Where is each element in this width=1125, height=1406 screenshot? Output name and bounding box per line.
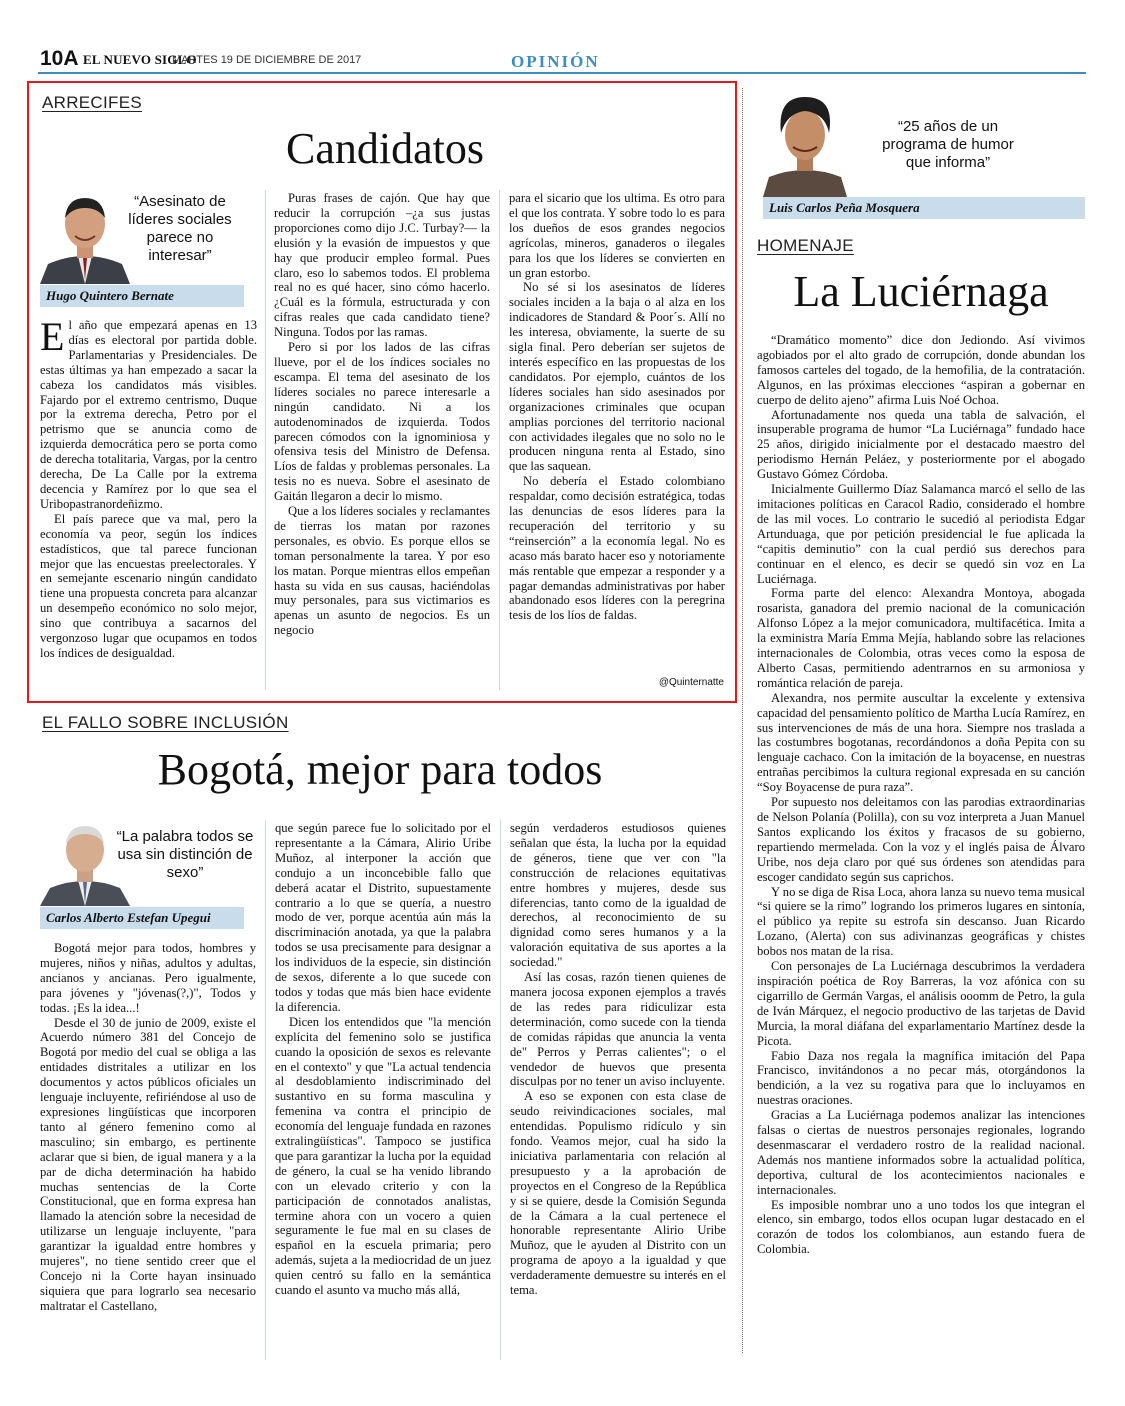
- paragraph: Así las cosas, razón tienen quienes de manera jocosa exponen ejemplos a través de las redes para ridiculizar esta determinación, como sucede con la tienda de comidas rápidas que anuncia la venta de" Perros y Perras calientes"; o el vendedor de huevos que presenta disculpas por no tener un aviso incluyente.: [510, 970, 726, 1089]
- paragraph: Por supuesto nos deleitamos con las parodias extraordinarias de Nelson Polanía (Polilla), con su voz interpreta a Juan Manuel Santos explicando los éxitos y fracasos de su gobierno, repartiendo mermelada. Con la voz y el inglés paisa de Álvaro Uribe, nos deja claro por qué sus órdenes son atendidas para escoger candidato según sus caprichos.: [757, 795, 1085, 884]
- kicker-arrecifes: ARRECIFES: [42, 93, 142, 112]
- byline-estefan: Carlos Alberto Estefan Upegui: [40, 907, 244, 929]
- kicker-fallo: EL FALLO SOBRE INCLUSIÓN: [42, 713, 289, 732]
- column-divider: [265, 820, 266, 1360]
- pull-quote-luciernaga: “25 años de un programa de humor que informa”: [882, 118, 1014, 171]
- drop-cap: E: [40, 314, 65, 359]
- twitter-handle: @Quinternatte: [658, 677, 724, 688]
- paragraph: No sé si los asesinatos de líderes sociales inciden a la baja o al alza en los indicadores de Standard & Poor´s. Allí no les interesa, obviamente, la suerte de su sigla final. Pero deberían ser sujetos de interés específico en las propuestas de los candidatos. Por ejemplo, cuántos de los líderes sociales han sido asesinados por organizaciones criminales que ocupan amplias porciones del territorio nacional con actividades ilegales que no solo no le producen ninguna renta al Estado, sino que las saquean.: [509, 280, 725, 474]
- dateline: MARTES 19 DE DICIEMBRE DE 2017: [172, 54, 362, 66]
- paragraph: Bogotá mejor para todos, hombres y mujeres, niños y niñas, adultos y adultas, ancianos y ancianas. Pero igualmente, para jóvenes y "jóvenas(?,)", Todos y todas. ¡Es la idea...!: [40, 941, 256, 1015]
- headline-candidatos: Candidatos: [286, 124, 484, 173]
- paragraph: El país parece que va mal, pero la economía va peor, según los índices estadísticos, que tal parece funcionan mejor que las encuestas preelectorales. Y en semejante escenario ningún candidato tiene una propuesta concreta para alcanzar un desempeño económico no solo mejor, sino que contribuya a sacarnos del vergonzoso lugar que ocupamos en todos los índices de desigualdad.: [40, 511, 257, 660]
- column-candidatos-1: [40, 314, 257, 661]
- section-label: OPINIÓN: [511, 52, 600, 71]
- author-photo-quintero: [40, 190, 130, 284]
- paragraph: Fabio Daza nos regala la magnífica imitación del Papa Francisco, invitándonos a no pecar más, otorgándonos la bendición, a la vez su rogativa para que lo incluyamos en nuestras oraciones.: [757, 1048, 1085, 1108]
- header-rule: [38, 72, 1086, 74]
- column-candidatos-3: [509, 191, 725, 623]
- column-divider: [265, 190, 266, 690]
- author-photo-pena: [763, 93, 847, 197]
- paragraph: Y no se diga de Risa Loca, ahora lanza su nuevo tema musical “si quiere se la rimo” logrando los primeros lugares en sintonía, el público ya repite su estrofa sin descanso. Juan Ricardo Lozano, (Alerta) con sus adivinanzas geográficas y chistes bobos nos matan de la risa.: [757, 884, 1085, 959]
- paragraph: No debería el Estado colombiano respaldar, como decisión estratégica, todas las denuncias de esos líderes para la recuperación del territorio y su “reinserción” a la economía legal. No es acaso más barato hacer eso y notoriamente más rentable que empezar a responder y a pagar demandas administrativas por haber abandonado esos líderes con la peregrina tesis de los líos de faldas.: [509, 474, 725, 623]
- paragraph: que según parece fue lo solicitado por el representante a la Cámara, Alirio Uribe Muñoz, al interponer la acción que condujo a un inconcebible fallo que deberá acatar el Distrito, supuestamente contrario a lo que se quería, a nuestro modo de ver, porque acentúa aún más la discriminación anotada, ya que la palabra todos se usa precisamente para designar a los individuos de la especie, sin distinción de sexos, diferente a lo que sucede con todos y todas que más bien hace evidente la diferencia.: [275, 821, 491, 1014]
- paragraph: l año que empezará apenas en 13 días es electoral por partida doble. Parlamentarias y Presidenciales. De estas últimas ya han empezado a sacar la cabeza los candidatos más visibles. Fajardo por el extremo centrismo, Duque por la extrema derecha, Petro por el petrismo que se anuncia como de izquierda democrática pero se porta como de derecha totalitaria, Vargas, por la centro derecha, De La Calle por la extrema decencia y Ramírez por lo que sea el Uribopastranordeñizmo.: [40, 318, 257, 511]
- page-number: 10A: [40, 47, 79, 70]
- pull-quote-candidatos: “Asesinato de líderes sociales parece no interesar”: [128, 193, 232, 264]
- paragraph: Inicialmente Guillermo Díaz Salamanca marcó el sello de las imitaciones políticas en Caracol Radio, considerado el hombre de las mil voces. Lo contrario le sucedió al periodista Edgar Artunduaga, que por petición presidencial le fue aplicada la “capitis deminutio” con la cual perdió sus derechos para continuar en el elenco, es decir se quedó sin voz en La Luciérnaga.: [757, 482, 1085, 586]
- column-candidatos-2: [274, 191, 490, 638]
- paragraph: “Dramático momento” dice don Jediondo. Así vivimos agobiados por el alto grado de corrupción, donde abundan los famosos carteles del togado, de la hemofilia, de la contratación. Algunos, en las próximas elecciones “aspiran a gobernar en cuerpo de delito ajeno” afirma Luis Noé Ochoa.: [757, 333, 1085, 407]
- paragraph: Es imposible nombrar uno a uno todos los que integran el elenco, sin embargo, todos ellos ocupan lugar destacado en el corazón de todos los colombianos, aun estando fuera de Colombia.: [757, 1197, 1085, 1257]
- byline-pena: Luis Carlos Peña Mosquera: [763, 197, 1085, 219]
- paragraph: Dicen los entendidos que "la mención explícita del femenino solo se justifica cuando la oposición de sexos es relevante en el contexto" y que "La actual tendencia al desdoblamiento indiscriminado del sustantivo en su forma masculina y femenina va contra el principio de economía del lenguaje fundada en razones extralingüísticas". Tampoco se justifica que para garantizar la lucha por la equidad de género, la cual se ha venido librando con un elevado criterio y con la participación de connotados analistas, termine ahora con un vocero a quien seguramente le fue mal en su clases de español en la escuela primaria; pero además, sujeta a la mediocridad de un juez quien centró su fallo en la semántica cuando el asunto va mucho más allá,: [275, 1014, 491, 1298]
- paragraph: para el sicario que los ultima. Es otro para el que los contrata. Y sobre todo lo es para los dueños de esos grandes negocios agrícolas, mineros, ganaderos o ilegales para los que los líderes se convierten en un gran estorbo.: [509, 191, 725, 280]
- pull-quote-bogota: “La palabra todos se usa sin distinción de sexo”: [116, 828, 254, 881]
- kicker-homenaje: HOMENAJE: [757, 236, 854, 255]
- column-bogota-3: [510, 821, 726, 1298]
- column-divider: [499, 190, 500, 690]
- column-bogota-1: [40, 941, 256, 1314]
- paragraph: Alexandra, nos permite auscultar la excelente y extensiva capacidad del pensamiento político de Martha Lucía Ramírez, en sus intervenciones de más de una hora. Siempre nos traslada a las costumbres bogotanas, recordándonos a doña Pepita con su lenguaje cachaco. Con la imitación de la boyacense, en nuestras entrañas percibimos la cultura regional expresada en su canción “Soy Boyacense de pura raza”.: [757, 690, 1085, 795]
- paragraph: Puras frases de cajón. Que hay que reducir la corrupción –¿a sus justas proporciones como dijo J.C. Turbay?— la elusión y la evasión de impuestos y que hay que producir empleo formal. Pues claro, eso lo sabemos todos. El problema real no es qué hacer, sino cómo hacerlo. ¿Cuál es la fórmula, estructurada y con cifras reales que cada candidato tiene? Ninguna. Todos por las ramas.: [274, 191, 490, 340]
- headline-bogota: Bogotá, mejor para todos: [157, 745, 603, 794]
- paragraph: Gracias a La Luciérnaga podemos analizar las intenciones falsas o ciertas de nuestros personajes regionales, logrando desenmascarar el verdadero rostro de la realidad nacional. Además nos mantiene informados sobre la actualidad política, deportiva, cultural de los acontecimientos nacionales e internacionales.: [757, 1108, 1085, 1197]
- column-divider: [742, 88, 743, 1353]
- paragraph: Que a los líderes sociales y reclamantes de tierras los matan por razones personales, es obvio. Es porque ellos se toman personalmente la tarea. Y por eso los matan. Porque mientras ellos empeñan hasta su vida en sus causas, haciéndolas muy personales, para sus victimarios es apenas un asunto de negocios. Es un negocio: [274, 504, 490, 638]
- paragraph: según verdaderos estudiosos quienes señalan que ésta, la lucha por la equidad de géneros, tiene que ver con "la construcción de relaciones equitativas entre hombres y mujeres, desde sus diferencias, tanto como de la igualdad de derechos, al reconocimiento de su dignidad como seres humanos y a la valoración equitativa de sus aportes a la sociedad.": [510, 821, 726, 970]
- paragraph: Desde el 30 de junio de 2009, existe el Acuerdo número 381 del Concejo de Bogotá por medio del cual se obliga a las entidades distritales a utilizar en los documentos y actos públicos oficiales un lenguaje incluyente, refiriéndose al uso de expresiones lingüísticas que incorporen tanto al género femenino como al masculino; sin embargo, es pertinente aclarar que si bien, de igual manera y a la par de dicha determinación ha habido muchas sentencias de la Corte Constitucional, que en forma expresa han llamado la atención sobre la necesidad de utilizarse un lenguaje incluyente, "para garantizar la igualdad entre hombres y mujeres", no tiene sentido creer que el Concejo ni la Corte hayan insinuado siquiera que para lograrlo sea necesario maltratar el Castellano,: [40, 1015, 256, 1313]
- paragraph: A eso se exponen con esta clase de seudo reivindicaciones sociales, mal entendidas. Populismo ridículo y sin fondo. Veamos mejor, cual ha sido la iniciativa parlamentaria con relación al presupuesto y a la aprobación de proyectos en el Congreso de la República y si se quiere, desde la Comisión Segunda de la Cámara a la cual pertenece el honorable representante Alirio Uribe Muñoz, que le ayuden al Distrito con un programa de apoyo a la igualdad y que verdaderamente demuestre su interés en el tema.: [510, 1089, 726, 1298]
- column-luciernaga: [757, 333, 1085, 1257]
- masthead: EL NUEVO SIGLO: [83, 52, 197, 67]
- paragraph: Forma parte del elenco: Alexandra Montoya, abogada rosarista, ganadora del premio nacional de la comunicación Alfonso López a la mejor comunicadora, multifacética. Imita a la exministra María Emma Mejía, hablando sobre las relaciones internacionales de Colombia, otras veces como la esposa de Alberto Casas, permitiendo adentrarnos en su armoniosa y romántica relación de pareja.: [757, 586, 1085, 690]
- byline-quintero: Hugo Quintero Bernate: [40, 285, 244, 307]
- column-divider: [500, 820, 501, 1360]
- paragraph: Con personajes de La Luciérnaga descubrimos la verdadera inspiración poética de Roy Barreras, la voz afónica con su cigarrillo de Germán Vargas, el análisis ooomm de Petro, la gula de Iván Márquez, el negocio productivo de las tarjetas de David Murcia, la moral diáfana del exparlamentario Martínez desde la Picota.: [757, 959, 1085, 1048]
- paragraph: Pero si por los lados de las cifras llueve, por el de los índices sociales no escampa. El tema del asesinato de los líderes sociales no parece interesarle a ningún candidato. Ni a los autodenominados de izquierda. Todos parecen cómodos con la ignominiosa y ofensiva tesis del Ministro de Defensa. Líos de faldas y problemas personales. La tesis no es nueva. Sobre el asesinato de Gaitán llegaron a decir lo mismo.: [274, 340, 490, 504]
- column-bogota-2: [275, 821, 491, 1298]
- headline-luciernaga: La Luciérnaga: [793, 267, 1049, 316]
- paragraph: Afortunadamente nos queda una tabla de salvación, el insuperable programa de humor “La Luciérnaga” fundado hace 25 años, dirigido inicialmente por el destacado maestro del periodismo Hernán Peláez, y posteriormente por el abogado Gustavo Gómez Córdoba.: [757, 407, 1085, 482]
